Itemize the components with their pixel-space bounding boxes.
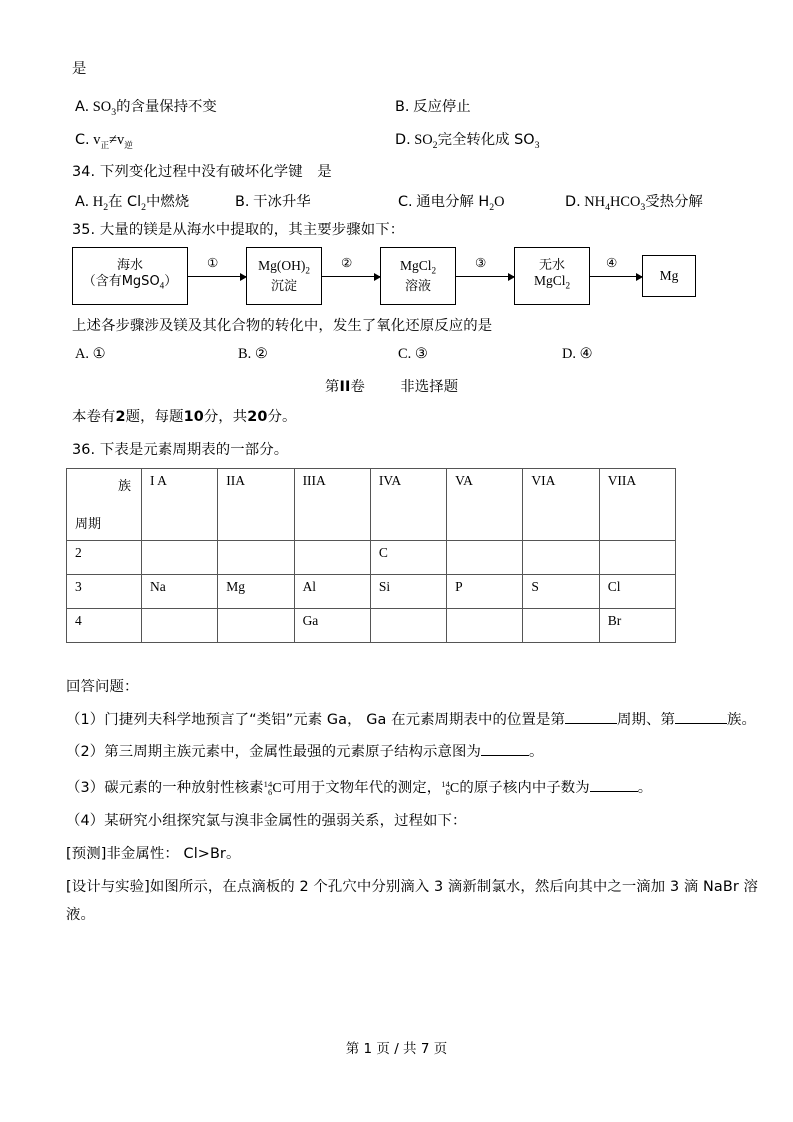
question-33-option-d[interactable]: D. $SO_2$完全转化成 $SO_3$	[395, 132, 540, 151]
flow-box-seawater-line2: （含有MgSO$_4$）	[82, 274, 178, 291]
element-cell	[218, 609, 294, 643]
question-33-option-a[interactable]	[75, 98, 217, 122]
question-35-option-c[interactable]	[398, 345, 428, 364]
flow-box-magnesium-chloride-solution	[380, 247, 456, 305]
option-b-label: B.	[238, 346, 252, 362]
element-cell-br: Br	[599, 609, 675, 643]
flow-step-label-3: ③	[475, 255, 487, 270]
flow-box-magnesium-hydroxide	[246, 247, 322, 305]
group-header-iva: IVA	[370, 469, 446, 541]
question-34-option-c[interactable]	[398, 193, 505, 217]
option-a-text: 的含量保持不变	[116, 99, 217, 115]
corner-period-label: 周期	[75, 517, 102, 532]
question-36-number: 36.	[72, 442, 96, 458]
table-header-row	[67, 469, 676, 541]
per-question-score: 10	[183, 409, 204, 425]
question-36-part-2	[66, 742, 544, 762]
question-33-option-c[interactable]	[75, 131, 133, 156]
question-34-stem: 下列变化过程中没有破坏化学键 是	[99, 164, 332, 180]
option-a-text: ①	[92, 346, 106, 362]
answer-prompt: 回答问题：	[66, 679, 139, 695]
option-d-formula: $SO_2$	[414, 132, 438, 151]
prediction-text: 非金属性： Cl>Br。	[106, 846, 241, 862]
element-cell	[294, 541, 370, 575]
element-cell-mg: Mg	[218, 575, 294, 609]
element-cell-al: Al	[294, 575, 370, 609]
section-two-subtitle: 非选择题	[400, 379, 459, 395]
question-35-number: 35.	[72, 222, 96, 238]
flow-box-magnesium	[642, 255, 696, 297]
question-35-option-b[interactable]	[238, 345, 268, 364]
question-34-option-a[interactable]	[75, 193, 189, 217]
question-36-heading	[72, 441, 288, 460]
magnesium-extraction-flowchart	[72, 247, 679, 305]
element-cell-s: S	[523, 575, 599, 609]
option-c-label: C.	[398, 346, 412, 362]
question-35-sub-stem: 上述各步骤涉及镁及其化合物的转化中，发生了氧化还原反应的是	[72, 318, 493, 334]
flow-arrow-4	[590, 276, 642, 277]
part-3-seg2: 可用于文物年代的测定，	[281, 780, 442, 796]
question-33-option-b[interactable]	[395, 98, 471, 117]
element-cell	[599, 541, 675, 575]
period-label-4: 4	[67, 609, 142, 643]
section-two-instruction: 本卷有2题，每题10分，共20分。	[72, 409, 297, 425]
section-two-title-post: 卷	[350, 379, 365, 395]
table-row	[67, 541, 676, 575]
part-1-label: （1）	[66, 712, 105, 728]
isotope-carbon-14-first: 14 6 C	[263, 779, 282, 798]
isotope-carbon-14-second: 14 6 C	[441, 779, 460, 798]
option-b-label: B.	[395, 99, 410, 115]
option-a-content: $H_2$在 $Cl_2$中燃烧	[92, 194, 190, 213]
table-row	[67, 609, 676, 643]
element-cell	[447, 609, 523, 643]
periodic-table-excerpt	[66, 468, 676, 643]
element-cell	[142, 541, 218, 575]
experiment-text-line1: 如图所示，在点滴板的 2 个孔穴中分别滴入 3 滴新制氯水，然后向其中之一滴加 3 滴 NaBr 溶	[149, 879, 758, 895]
part-2-blank[interactable]	[481, 742, 529, 756]
element-cell-cl: Cl	[599, 575, 675, 609]
part-1-seg3: 族。	[726, 712, 756, 728]
question-36-part-1	[66, 710, 756, 730]
experiment-line-1	[66, 878, 758, 897]
element-cell-na: Na	[142, 575, 218, 609]
element-cell-ga: Ga	[294, 609, 370, 643]
element-cell-si: Si	[370, 575, 446, 609]
question-35-heading	[72, 221, 404, 240]
question-35-option-a[interactable]	[75, 345, 106, 364]
group-header-ia: I A	[142, 469, 218, 541]
part-3-seg1: 碳元素的一种放射性核素	[104, 780, 264, 796]
option-a-label: A.	[75, 99, 90, 115]
part-3-seg3: 的原子核内中子数为	[459, 780, 590, 796]
part-4-label: （4）	[66, 813, 105, 829]
question-34-option-d[interactable]	[565, 193, 703, 217]
group-header-viia: VIIA	[599, 469, 675, 541]
part-4-seg1: 某研究小组探究氯与溴非金属性的强弱关系，过程如下：	[104, 813, 467, 829]
option-d-label: D.	[395, 132, 411, 148]
section-two-title-pre: 第	[325, 379, 340, 395]
section-two-numeral: II	[339, 379, 351, 395]
corner-group-label: 族	[117, 479, 131, 494]
option-d-content: $NH_4HCO_3$受热分解	[584, 194, 703, 213]
option-c-expression: $v_正\ne v_逆$	[93, 132, 133, 151]
question-36-stem: 下表是元素周期表的一部分。	[99, 442, 289, 458]
part-2-label: （2）	[66, 744, 105, 760]
option-d-label: D.	[562, 346, 576, 362]
question-35-option-d[interactable]	[562, 345, 593, 364]
group-header-iiia: IIIA	[294, 469, 370, 541]
flow-box-anhydrous-magnesium-chloride	[514, 247, 590, 305]
element-cell	[523, 609, 599, 643]
flow-box-mgoh2-line2: 沉淀	[270, 278, 297, 294]
option-a-formula: $SO_3$	[92, 99, 117, 118]
flow-step-label-2: ②	[341, 255, 353, 270]
option-a-label: A.	[75, 194, 90, 210]
group-header-via: VIA	[523, 469, 599, 541]
flow-box-seawater-line1: 海水	[116, 257, 143, 273]
flow-box-anhydrous-line2: MgCl$_2$	[533, 273, 571, 291]
question-34-option-b[interactable]	[235, 193, 311, 212]
element-cell	[370, 609, 446, 643]
period-label-2: 2	[67, 541, 142, 575]
experiment-line-2: 液。	[66, 907, 95, 923]
part-3-seg4: 。	[637, 780, 653, 796]
option-d-text: ④	[579, 346, 593, 362]
part-3-label: （3）	[66, 780, 105, 796]
flow-arrow-1	[188, 276, 246, 277]
question-34-number: 34.	[72, 164, 96, 180]
flow-box-seawater	[72, 247, 188, 305]
part-2-seg1: 第三周期主族元素中，金属性最强的元素原子结构示意图为	[104, 744, 482, 760]
option-d-text: 完全转化成 SO	[437, 132, 535, 148]
group-header-va: VA	[447, 469, 523, 541]
question-36-part-3	[66, 778, 652, 798]
flow-box-mgoh2-line1: $Mg(OH)_2$	[258, 257, 310, 276]
option-b-text: 干冰升华	[253, 194, 311, 210]
question-count: 2	[115, 409, 126, 425]
option-d-label: D.	[565, 194, 581, 210]
flow-box-mgcl2-line1: MgCl$_2$	[399, 257, 437, 276]
table-row	[67, 575, 676, 609]
question-34-heading	[72, 163, 332, 182]
part-1-seg1: 门捷列夫科学地预言了“类铝”元素 Ga， Ga 在元素周期表中的位置是第	[104, 712, 565, 728]
option-b-label: B.	[235, 194, 250, 210]
option-a-label: A.	[75, 346, 89, 362]
period-label-3: 3	[67, 575, 142, 609]
flow-box-anhydrous-line1: 无水	[538, 257, 565, 273]
part-1-blank-group[interactable]	[675, 710, 727, 724]
option-c-text: ③	[414, 346, 428, 362]
question-33-stem-tail: 是	[72, 61, 87, 77]
flow-box-mgcl2-line2: 溶液	[404, 278, 431, 294]
question-36-part-4	[66, 812, 467, 831]
element-cell	[523, 541, 599, 575]
flow-step-label-1: ①	[207, 255, 219, 270]
element-cell-p: P	[447, 575, 523, 609]
option-b-text: 反应停止	[413, 99, 471, 115]
prediction-bracket: [预测]	[66, 846, 107, 862]
table-corner-cell	[67, 469, 142, 541]
part-3-blank[interactable]	[590, 778, 638, 792]
flow-box-magnesium-line1: Mg	[659, 268, 679, 284]
section-two-title	[325, 378, 458, 397]
question-35-stem: 大量的镁是从海水中提取的，其主要步骤如下：	[99, 222, 405, 238]
experiment-bracket: [设计与实验]	[66, 879, 150, 895]
option-c-content: 通电分解 $H_2O$	[416, 194, 505, 213]
part-1-seg2: 周期、第	[616, 712, 675, 728]
flow-arrow-3	[456, 276, 514, 277]
prediction-line	[66, 845, 240, 864]
option-c-label: C.	[75, 132, 90, 148]
part-1-blank-period[interactable]	[565, 710, 617, 724]
element-cell	[218, 541, 294, 575]
page-footer: 第 1 页 / 共 7 页	[345, 1041, 448, 1057]
flow-arrow-2	[322, 276, 380, 277]
option-c-label: C.	[398, 194, 413, 210]
group-header-iia: IIA	[218, 469, 294, 541]
element-cell	[447, 541, 523, 575]
flow-step-label-4: ④	[606, 255, 618, 270]
part-2-seg2: 。	[529, 744, 544, 760]
element-cell	[142, 609, 218, 643]
option-b-text: ②	[254, 346, 268, 362]
element-cell-carbon: C	[370, 541, 446, 575]
total-score: 20	[247, 409, 268, 425]
